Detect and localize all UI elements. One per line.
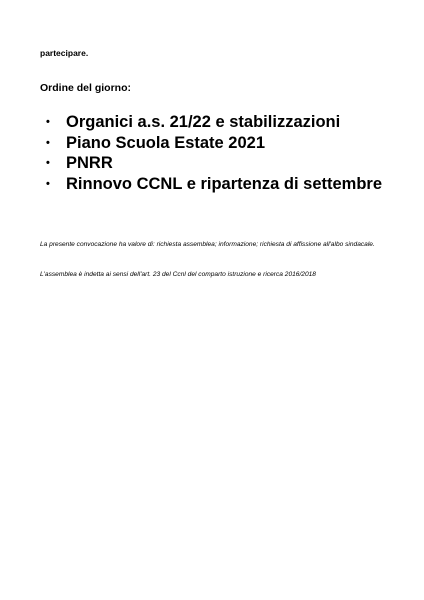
- agenda-item-organici: [46, 112, 384, 133]
- bullet-icon: •: [46, 157, 50, 169]
- convocation-note: La presente convocazione ha valore di: richiesta assemblea; informazione; richiesta di affissione all'albo sindacale.: [40, 241, 375, 248]
- bullet-icon: •: [46, 177, 50, 190]
- agenda-item-label: Organici a.s. 21/22 e stabilizzazioni: [66, 113, 341, 131]
- agenda-item-label: Piano Scuola Estate 2021: [66, 133, 266, 152]
- agenda-item-label: Rinnovo CCNL e ripartenza di settembre: [66, 174, 383, 193]
- agenda-item-piano-scuola: [46, 133, 384, 154]
- agenda-heading: Ordine del giorno:: [40, 82, 131, 94]
- agenda-list: [46, 112, 384, 194]
- agenda-item-label: PNRR: [66, 154, 113, 172]
- agenda-item-ccnl: [46, 174, 384, 195]
- bullet-icon: •: [46, 116, 50, 128]
- bullet-icon: •: [46, 136, 50, 149]
- legal-basis-note: L'assemblea è indetta ai sensi dell'art. 23 del Ccnl del comparto istruzione e ricerca 2016/2018: [40, 271, 316, 278]
- intro-text: partecipare.: [40, 48, 89, 58]
- agenda-item-pnrr: [46, 153, 384, 174]
